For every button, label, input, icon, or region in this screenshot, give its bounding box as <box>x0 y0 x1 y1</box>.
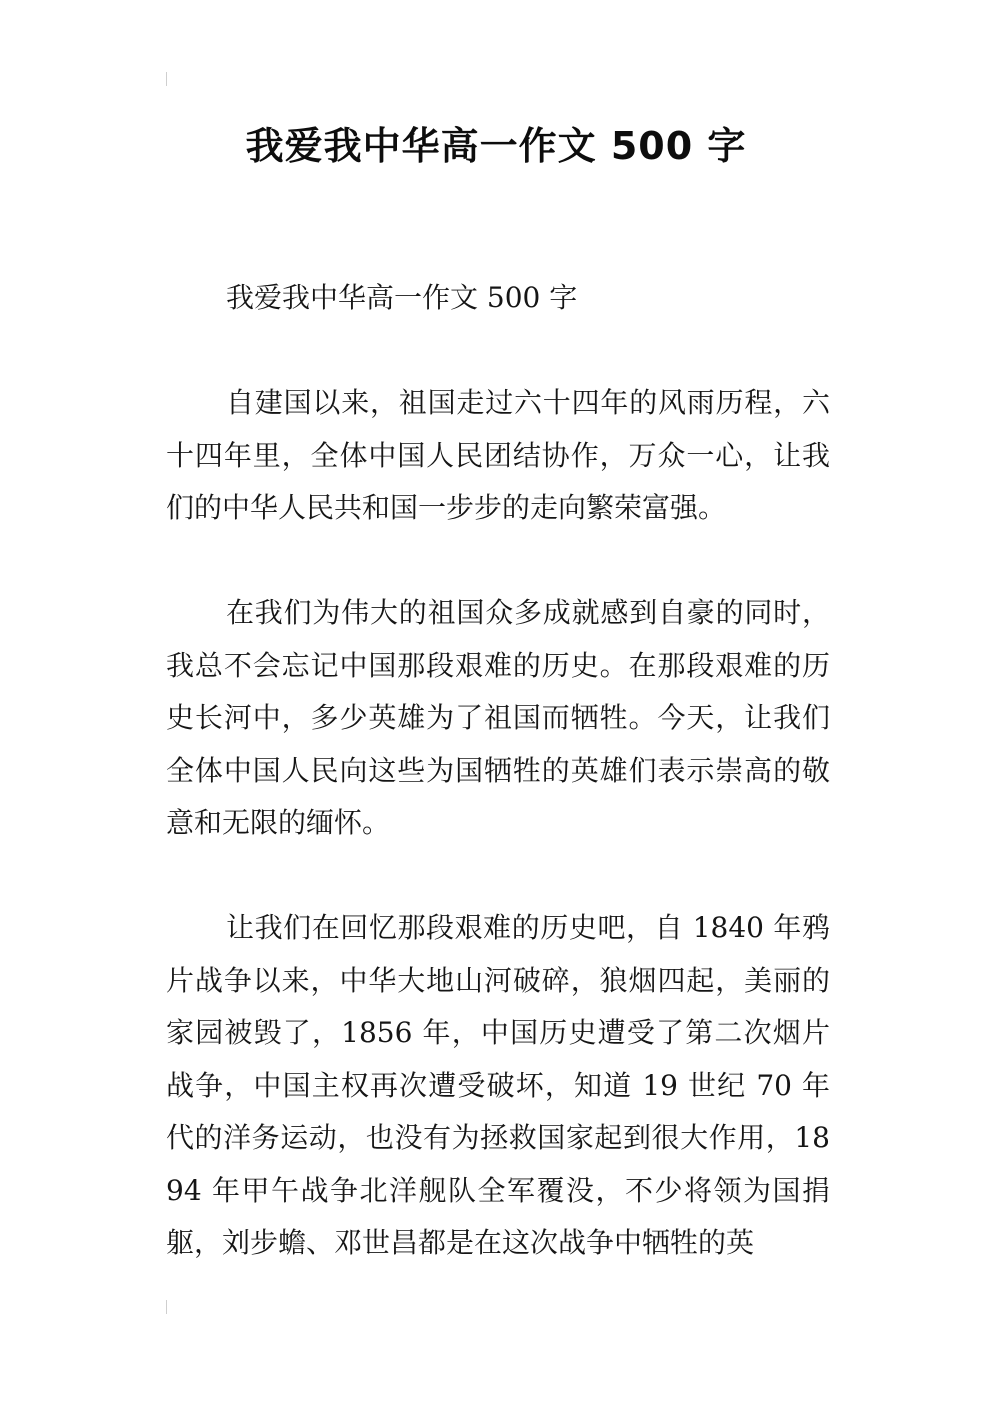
paragraph-1: 自建国以来，祖国走过六十四年的风雨历程，六十四年里，全体中国人民团结协作，万众一心，让我们的中华人民共和国一步步的走向繁荣富强。 <box>166 386 830 524</box>
paragraph-3: 让我们在回忆那段艰难的历史吧，自 1840 年鸦片战争以来，中华大地山河破碎，狼烟四起，美丽的家园被毁了，1856 年，中国历史遭受了第二次烟片战争，中国主权再次遭受破坏，知道 19 世纪 70 年代的洋务运动，也没有为拯救国家起到很大作用，1894 年甲午战争北洋舰队全军覆没，不少将领为国捐躯，刘步蟾、邓世昌都是在这次战争中牺牲的英 <box>166 911 830 1259</box>
essay-subtitle: 我爱我中华高一作文 500 字 <box>226 281 578 314</box>
page-corner-mark <box>166 72 167 86</box>
paragraph-2: 在我们为伟大的祖国众多成就感到自豪的同时，我总不会忘记中国那段艰难的历史。在那段艰难的历史长河中，多少英雄为了祖国而牺牲。今天，让我们全体中国人民向这些为国牺牲的英雄们表示崇高的敬意和无限的缅怀。 <box>166 596 830 839</box>
document-body <box>166 272 830 1322</box>
document-title: 我爱我中华高一作文 500 字 <box>245 124 747 168</box>
page-corner-mark <box>166 1300 167 1314</box>
